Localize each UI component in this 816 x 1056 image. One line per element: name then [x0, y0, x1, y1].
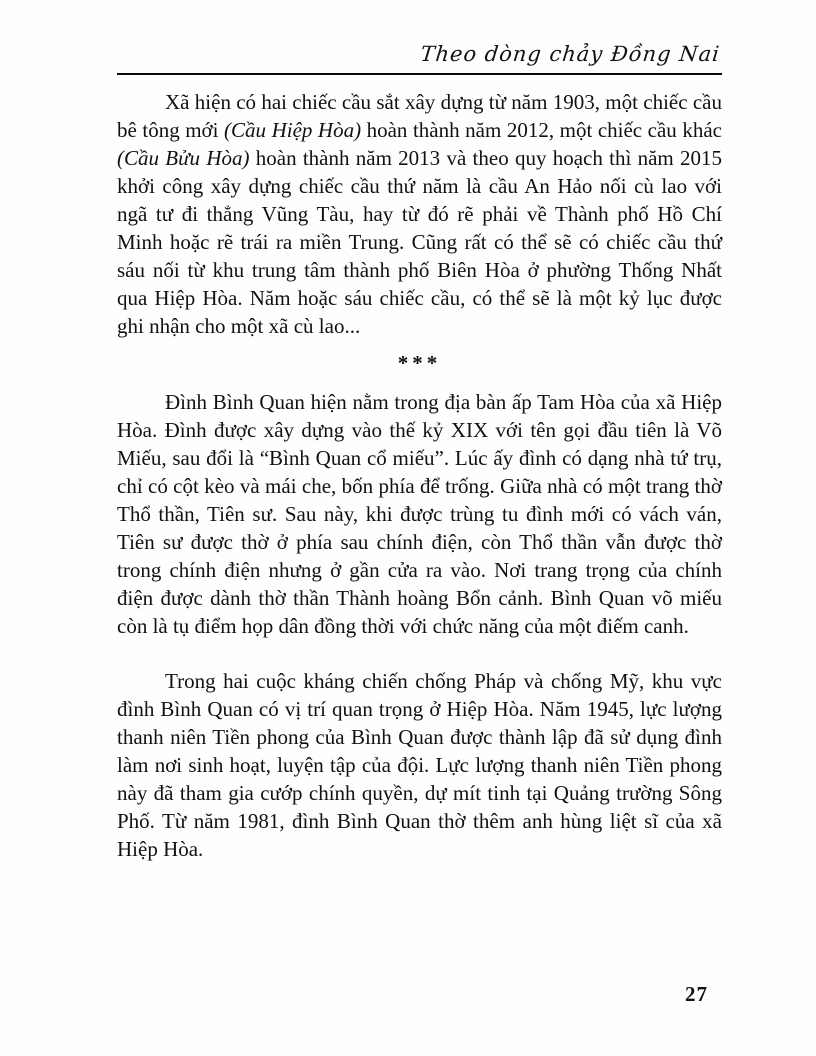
- bridge-name-italic: (Cầu Hiệp Hòa): [224, 118, 362, 142]
- paragraph-dinh-binh-quan: Đình Bình Quan hiện nằm trong địa bàn ấp Tam Hòa của xã Hiệp Hòa. Đình được xây dựng vào thế kỷ XIX với tên gọi đầu tiên là Võ Miếu, sau đổi là “Bình Quan cổ miếu”. Lúc ấy đình có dạng nhà tứ trụ, chỉ có cột kèo và mái che, bốn phía để trống. Giữa nhà có một trang thờ Thổ thần, Tiên sư. Sau này, khi được trùng tu đình mới có vách ván, Tiên sư được thờ ở phía sau chính điện, còn Thổ thần vẫn được thờ trong chính điện nhưng ở gần cửa ra vào. Nơi trang trọng của chính điện được dành thờ thần Thành hoàng Bổn cảnh. Bình Quan võ miếu còn là tụ điểm họp dân đồng thời với chức năng của một điếm canh.: [117, 390, 722, 638]
- paragraph-gap: [117, 640, 722, 667]
- running-header-title: Theo dòng chảy Đồng Nai: [419, 42, 722, 66]
- header-rule: [117, 73, 722, 75]
- paragraph-text: hoàn thành năm 2013 và theo quy hoạch thì năm 2015 khởi công xây dựng chiếc cầu thứ năm là cầu An Hảo nối cù lao với ngã tư đi thẳng Vũng Tàu, hay từ đó rẽ phải về Thành phố Hồ Chí Minh hoặc rẽ trái ra miền Trung. Cũng rất có thể sẽ có chiếc cầu thứ sáu nối từ khu trung tâm thành phố Biên Hòa ở phường Thống Nhất qua Hiệp Hòa. Năm hoặc sáu chiếc cầu, có thể sẽ là một kỷ lục được ghi nhận cho một xã cù lao...: [117, 146, 722, 338]
- section-separator: ***: [397, 351, 442, 375]
- paragraph-text: hoàn thành năm 2012, một chiếc cầu khác: [361, 118, 722, 142]
- page-body: [117, 88, 722, 863]
- paragraph-text: Xã hiện có hai chiếc cầu sắt xây dựng từ năm 1903, một chiếc cầu bê tông mới: [117, 90, 722, 142]
- paragraph-bridges: [117, 88, 722, 340]
- bridge-name-italic: (Cầu Bửu Hòa): [117, 146, 250, 170]
- page-number: 27: [685, 982, 708, 1006]
- paragraph-khang-chien: Trong hai cuộc kháng chiến chống Pháp và chống Mỹ, khu vực đình Bình Quan có vị trí quan trọng ở Hiệp Hòa. Năm 1945, lực lượng thanh niên Tiền phong của Bình Quan được thành lập đã sử dụng đình làm nơi sinh hoạt, luyện tập của đội. Lực lượng thanh niên Tiền phong này đã tham gia cướp chính quyền, dự mít tinh tại Quảng trường Sông Phố. Từ năm 1981, đình Bình Quan thờ thêm anh hùng liệt sĩ của xã Hiệp Hòa.: [117, 669, 722, 861]
